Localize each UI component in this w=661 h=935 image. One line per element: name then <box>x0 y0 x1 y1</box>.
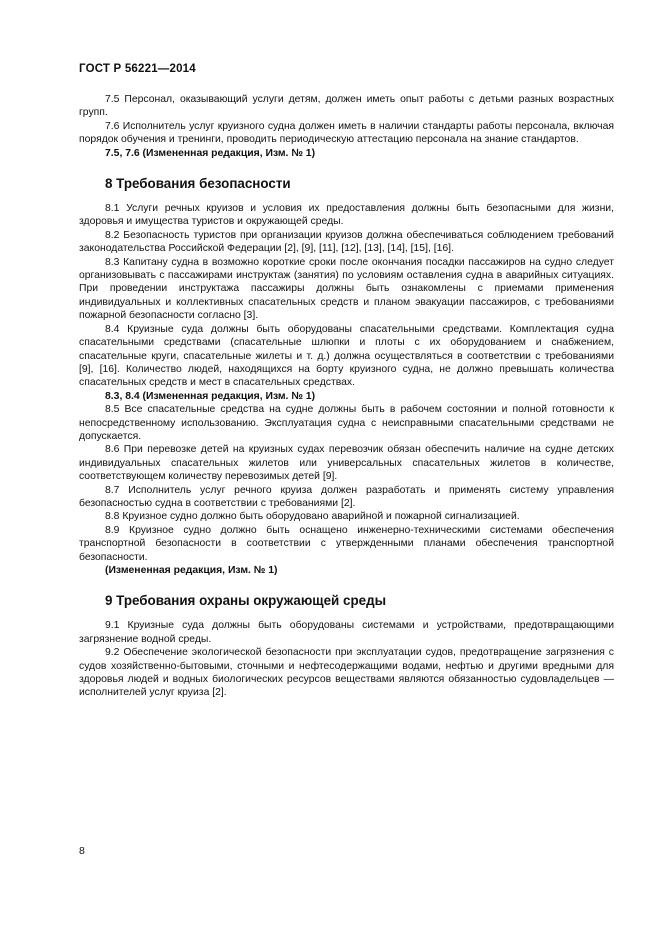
clause-8-3: 8.3 Капитану судна в возможно короткие сроки после окончания посадки пассажиров на судно следует организовывать с пассажирами инструктаж (занятия) по условиям оставления судна в аварийных ситуациях. При проведении инструктажа пассажиры должны быть ознакомлены с приемами применения индивидуальных и коллективных спасательных средств и планом эвакуации пассажиров, с требованиями пожарной безопасности согласно [3]. <box>79 256 614 322</box>
amendment-note-8-3-8-4: 8.3, 8.4 (Измененная редакция, Изм. № 1) <box>105 390 316 402</box>
clause-8-9: 8.9 Круизное судно должно быть оснащено инженерно-техническими системами обеспечения транспортной безопасности в соответствии с утвержденными планами обеспечения транспортной безопасности. <box>79 524 614 563</box>
clause-8-2: 8.2 Безопасность туристов при организации круизов должна обеспечиваться соблюдением требований законодательства Российской Федерации [2], [9], [11], [12], [13], [14], [15], [16]. <box>79 229 614 255</box>
standard-id-header: ГОСТ Р 56221—2014 <box>79 63 196 75</box>
clause-9-2: 9.2 Обеспечение экологической безопасности при эксплуатации судов, предотвращение загрязнения с судов хозяйственно-бытовыми, сточными и нефтесодержащими водами, нефтью и другими вредными для здоровья людей и водных биологических ресурсов веществами являются обязанностью судовладельцев — исполнителей услуг круиза [2]. <box>79 647 614 699</box>
amendment-note-7-5-7-6: 7.5, 7.6 (Измененная редакция, Изм. № 1) <box>105 147 316 159</box>
clause-8-5: 8.5 Все спасательные средства на судне должны быть в рабочем состоянии и полной готовности к непосредственному использованию. Эксплуатация судна с неисправными спасательными средствами не допускается. <box>79 404 614 442</box>
section-9-heading: 9 Требования охраны окружающей среды <box>105 593 386 609</box>
clause-8-8: 8.8 Круизное судно должно быть оборудовано аварийной и пожарной сигнализацией. <box>105 511 520 523</box>
clause-9-1: 9.1 Круизные суда должны быть оборудованы системами и устройствами, предотвращающими загрязнение водной среды. <box>79 620 614 645</box>
clause-8-4: 8.4 Круизные суда должны быть оборудованы спасательными средствами. Комплектация судна спасательными средствами (спасательные шлюпки и плоты с их оборудованием и снабжением, спасательные круги, спасательные жилеты и т. д.) должна осуществляться в соответствии с требованиями [9], [16]. Количество людей, находящихся на борту круизного судна, не должно превышать количества спасательных средств и мест в спасательных средствах. <box>79 323 614 389</box>
section-8-heading: 8 Требования безопасности <box>105 176 291 192</box>
clause-7-6: 7.6 Исполнитель услуг круизного судна должен иметь в наличии стандарты работы персонала, включая порядок обучения и тренинги, проводить периодическую аттестацию персонала на знание стандартов. <box>79 120 614 146</box>
amendment-note-8-9: (Измененная редакция, Изм. № 1) <box>105 565 278 576</box>
clause-8-1: 8.1 Услуги речных круизов и условия их предоставления должны быть безопасными для жизни, здоровья и имущества туристов и окружающей среды. <box>79 203 614 228</box>
clause-8-6: 8.6 При перевозке детей на круизных судах перевозчик обязан обеспечить наличие на судне детских индивидуальных спасательных жилетов или универсальных спасательных жилетов в количестве, соответствующем количеству перевозимых детей [9]. <box>79 444 614 483</box>
clause-7-5: 7.5 Персонал, оказывающий услуги детям, должен иметь опыт работы с детьми разных возрастных групп. <box>79 94 614 119</box>
page-number: 8 <box>79 845 85 857</box>
document-body <box>79 93 614 700</box>
clause-8-7: 8.7 Исполнитель услуг речного круиза должен разработать и применять систему управления безопасностью судна в соответствии с требованиями [2]. <box>79 484 614 509</box>
